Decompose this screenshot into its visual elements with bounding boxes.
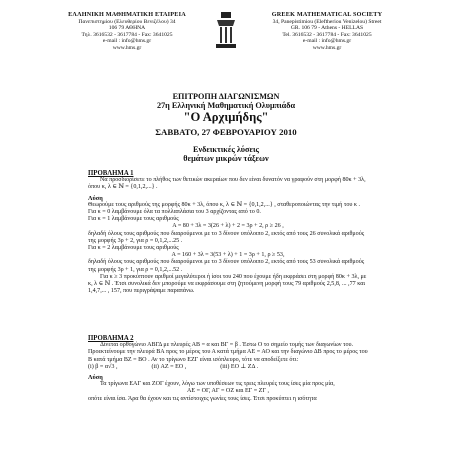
subtitle-grades: θεμάτων μικρών τάξεων: [183, 154, 269, 163]
committee-title: ΕΠΙΤΡΟΠΗ ΔΙΑΓΩΝΙΣΜΩΝ: [172, 92, 280, 101]
website-line: www.hms.gr: [312, 44, 342, 51]
solution-paragraph: Για κ = 0 λαμβάνουμε όλα τα πολλαπλάσια του 3 αρχίζοντας από το 0.: [88, 209, 261, 216]
email-line: e-mail : info@hms.gr: [102, 38, 152, 45]
subtitle-solutions: Ενδεικτικές λύσεις: [193, 145, 259, 154]
phone-line: Τηλ. 3616532 - 3617784 - Fax: 3641025: [81, 31, 173, 38]
problem-2-heading: ΠΡΟΒΛΗΜΑ 2: [88, 335, 134, 342]
solution-paragraph: Για κ ≥ 3 προκύπτουν αριθμοί μεγαλύτεροι ή ίσοι του 240 που έχουμε ήδη εκφράσει στη μορφή 80κ + 3λ, με κ, λ ∈ ℕ . Έτσι συνολικά δεν μπορούμε να εκφράσουμε στη ζητούμενη μορφή τους 79 αριθμούς 2,5,8, ... ,77 και 1,4,7,... , 157, που περιγράψαμε παραπάνω.: [88, 273, 367, 295]
equation: A = 80 + 3λ = 3(26 + λ) + 2 = 3ρ + 2, ρ ≥ 26 ,: [172, 223, 284, 230]
header-left: [52, 12, 202, 52]
option-iii: (iii) ΕΟ ⊥ ΖΔ .: [220, 363, 259, 370]
solution-paragraph: Για κ = 1 λαμβάνουμε τους αριθμούς: [88, 216, 179, 223]
address-line: 106 79 ΑΘΗΝΑ: [108, 25, 146, 32]
solution-paragraph: οπότε είναι ίσα. Άρα θα έχουν και τις αντίστοιχες γωνίες τους ίσες. Έτσι προκύπτει η ισότητα: [88, 395, 317, 402]
address-line: GR. 106 79 - Athens - HELLAS: [290, 25, 364, 32]
phone-line: Tel. 3616532 - 3617784 - Fax: 3641025: [282, 31, 372, 38]
solution-paragraph: Θεωρούμε τους αριθμούς της μορφής 80κ + 3λ, όπου κ, λ ∈ ℕ = {0,1,2,...} , σταθεροποιώντας την τιμή του κ .: [88, 201, 361, 208]
option-i: (i) β = α√3 ,: [88, 363, 118, 370]
society-logo-icon: [213, 10, 239, 50]
equation: A = 160 + 3λ = 3(53 + λ) + 1 = 3ρ + 1, ρ ≥ 53,: [171, 252, 285, 259]
solution-paragraph: δηλαδή όλους τους αριθμούς που διαιρούμενοι με το 3 δίνουν υπόλοιπο 2, εκτός από τους 53 συνολικά αριθμούς της μορφής 3ρ + 1, για ρ = 0,1,2,...52 .: [88, 259, 365, 273]
solution-paragraph: Για κ = 2 λαμβάνουμε τους αριθμούς: [88, 245, 179, 252]
solution-label: Λύση: [88, 374, 103, 382]
option-ii: (ii) ΑΖ = ΕΟ ,: [151, 363, 187, 370]
website-line: www.hms.gr: [112, 44, 142, 51]
problem-2-statement: Δίνεται ορθογώνιο ΑΒΓΔ με πλευρές ΑΒ = α και ΒΓ = β . Έστω Ο το σημείο τομής των διαγωνίων του. Προεκτείνουμε την πλευρά ΒΑ προς το μέρος του Α κατά τμήμα ΑΕ = ΑΟ και την διαγώνιο ΔΒ προς το μέρος του Β κατά τμήμα ΒΖ = ΒΟ . Αν το τρίγωνο ΕΖΓ είναι ισόπλευρο, τότε να αποδείξετε ότι:: [88, 342, 368, 363]
problem-1-statement: Να προσδιορίσετε το πλήθος των θετικών ακεραίων που δεν είναι δυνατόν να γραφούν στη μορφή 80κ + 3λ, όπου κ, λ ∈ ℕ = {0,1,2,...} .: [88, 177, 366, 191]
problem-2-options: [88, 364, 368, 371]
problem-1-section: [88, 170, 368, 295]
solution-label: Λύση: [88, 194, 103, 202]
header-right: [252, 12, 402, 52]
equation: ΑΕ = ΟΓ, ΑΓ = ΟΖ και ΕΓ = ΖΓ ,: [187, 388, 269, 395]
problem-2-section: [88, 335, 368, 403]
olympiad-title: 27η Ελληνική Μαθηματική Ολυμπιάδα: [156, 101, 296, 110]
org-name-english: GREEK MATHEMATICAL SOCIETY: [271, 11, 383, 18]
competition-name: "Ο Αρχιμήδης": [183, 110, 269, 124]
exam-date: ΣΑΒΒΑΤΟ, 27 ΦΕΒΡΟΥΑΡΙΟΥ 2010: [155, 127, 297, 137]
address-line: 34, Panepistimiou (Εleftheriou Venizelou) Street: [272, 18, 382, 25]
problem-1-heading: ΠΡΟΒΛΗΜΑ 1: [88, 170, 134, 177]
address-line: Πανεπιστημίου (Ελευθερίου Βενιζέλου) 34: [78, 18, 176, 25]
org-name-greek: ΕΛΛΗΝΙΚΗ ΜΑΘΗΜΑΤΙΚΗ ΕΤΑΙΡΕΙΑ: [68, 11, 186, 18]
solution-paragraph: δηλαδή όλους τους αριθμούς που διαιρούμενοι με το 3 δίνουν υπόλοιπο 2, εκτός από τους 26 συνολικά αριθμούς της μορφής 3ρ + 2, για ρ = 0,1,2,...25 .: [88, 230, 365, 244]
solution-paragraph: Τα τρίγωνα ΕΑΓ και ΖΟΓ έχουν, λόγω των υποθέσεων τις τρεις πλευρές τους ίσες μία προς μία,: [100, 381, 335, 388]
email-line: e-mail : info@hms.gr: [302, 38, 352, 45]
